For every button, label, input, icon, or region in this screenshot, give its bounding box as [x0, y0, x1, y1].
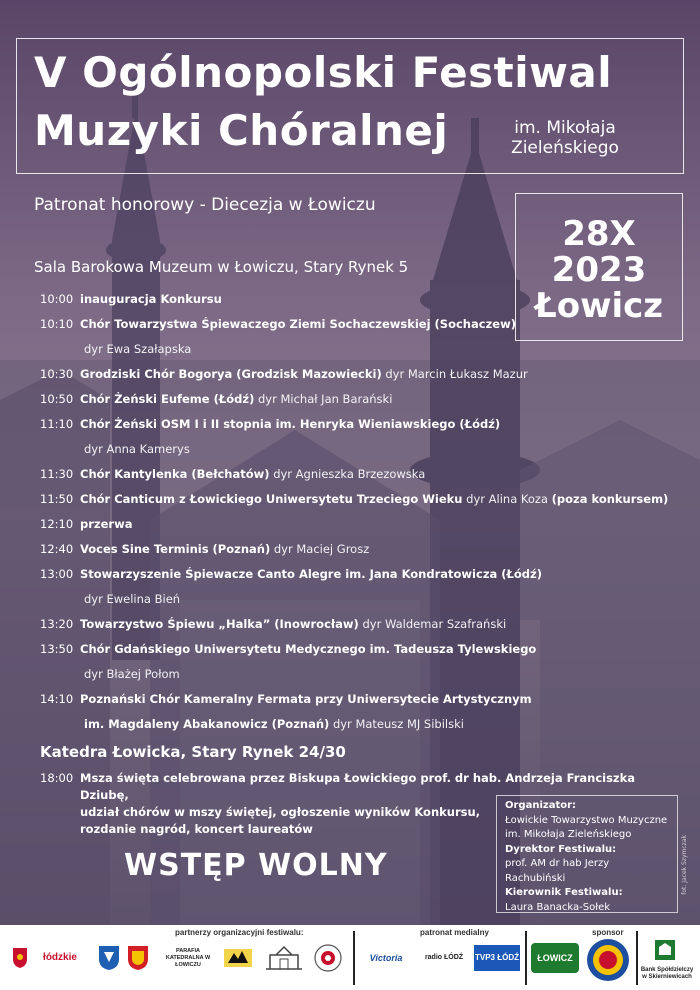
schedule-note: (poza konkursem) [551, 492, 669, 506]
honorary-patronage: Patronat honorowy - Diecezja w Łowiczu [34, 195, 376, 215]
mass-line1: Msza święta celebrowana przez Biskupa Łowickiego prof. dr hab. Andrzeja Franciszka Dziubę, [80, 771, 636, 802]
date-day: 28X [562, 214, 636, 254]
schedule-time: 10:10 [40, 317, 74, 331]
partners-label: partnerzy organizacyjni festiwalu: [175, 928, 304, 937]
schedule-row [40, 513, 680, 538]
schedule-text [80, 492, 668, 506]
schedule-row [40, 588, 680, 613]
director-label: Dyrektor Festiwalu: [505, 843, 617, 855]
schedule-row [40, 663, 680, 688]
schedule-row [40, 613, 680, 638]
festival-title-line1: V Ogólnopolski Festiwal [34, 48, 613, 97]
schedule-row [40, 438, 680, 463]
schedule-time: 12:40 [40, 542, 74, 556]
partner-logo-art-icon [222, 945, 254, 971]
conductor-name: dyr Alina Koza [466, 492, 548, 506]
victoria-logo-text: Victoria [369, 953, 403, 963]
conductor-name: dyr Michał Jan Barański [257, 392, 393, 406]
victoria-logo [360, 945, 412, 971]
schedule-time: 10:50 [40, 392, 74, 406]
schedule-time: 13:50 [40, 642, 74, 656]
schedule-row [40, 388, 680, 413]
conductor-name: dyr Marcin Łukasz Mazur [385, 367, 528, 381]
choir-name: Stowarzyszenie Śpiewacze Canto Alegre im. Jana Kondratowicza (Łódź) [80, 567, 542, 581]
conductor-name: dyr Agnieszka Brzezowska [273, 467, 426, 481]
schedule-row [40, 638, 680, 663]
mass-line3: rozdanie nagród, koncert laureatów [80, 822, 313, 836]
radio-lodz-logo-text: radio ŁÓDŹ [424, 954, 464, 961]
manager-label: Kierownik Festiwalu: [505, 887, 623, 898]
organizer-line2: im. Mikołaja Zieleńskiego [505, 829, 632, 840]
schedule-text [80, 617, 506, 631]
tvp3-logo-text: TVP3 ŁÓDŹ [474, 953, 519, 962]
conductor-name: dyr Ewa Szałapska [84, 342, 192, 356]
schedule-text [84, 592, 180, 606]
schedule-row [40, 713, 680, 738]
schedule-text [80, 542, 369, 556]
choir-name: Chór Gdańskiego Uniwersytetu Medycznego im. Tadeusza Tylewskiego [80, 642, 537, 656]
schedule-time: 11:10 [40, 417, 74, 431]
choir-name: Chór Kantylenka (Bełchatów) [80, 467, 270, 481]
schedule-row [40, 563, 680, 588]
conductor-name: dyr Waldemar Szafrański [362, 617, 507, 631]
schedule-time: 13:00 [40, 567, 74, 581]
schedule-row [40, 363, 680, 388]
radio-lodz-logo [424, 941, 464, 975]
photo-credit: fot. Jacek Szymczak [681, 835, 688, 895]
conductor-name: dyr Ewelina Bień [84, 592, 181, 606]
schedule-text [80, 317, 516, 331]
schedule-text [80, 392, 392, 406]
schedule-text [80, 692, 532, 706]
bank-logo [638, 963, 696, 985]
choir-name: Towarzystwo Śpiewu „Halka” (Inowrocław) [80, 617, 359, 631]
media-label: patronat medialny [420, 928, 489, 937]
schedule-time: 12:10 [40, 517, 74, 531]
director-name: prof. AM dr hab Jerzy Rachubiński [505, 858, 610, 884]
mass-time: 18:00 [40, 771, 74, 785]
sponsor-badge-icon [585, 937, 631, 983]
conductor-name: dyr Mateusz MJ Sibilski [332, 717, 464, 731]
schedule-time: 14:10 [40, 692, 74, 706]
festival-title-line2: Muzyki Chóralnej [34, 106, 449, 155]
conductor-name: dyr Maciej Grosz [273, 542, 370, 556]
tvp3-logo [474, 945, 520, 971]
choir-name: im. Magdaleny Abakanowicz (Poznań) [84, 717, 330, 731]
schedule-text [84, 442, 190, 456]
schedule-text [84, 717, 464, 731]
organizer-line1: Łowickie Towarzystwo Muzyczne [505, 814, 668, 826]
bank-emblem-icon [654, 939, 676, 961]
schedule-row [40, 688, 680, 713]
festival-patron-name [490, 118, 640, 158]
patron-line2: Zieleńskiego [511, 138, 619, 158]
schedule-time: 10:30 [40, 367, 74, 381]
mass-line2: udział chórów w mszy świętej, ogłoszenie wyników Konkursu, [80, 805, 481, 819]
schedule-text [80, 567, 542, 581]
choir-name: przerwa [80, 517, 133, 531]
schedule-time: 10:00 [40, 292, 74, 306]
schedule-row [40, 288, 680, 313]
schedule-row [40, 338, 680, 363]
schedule-time: 11:50 [40, 492, 74, 506]
venue-museum: Sala Barokowa Muzeum w Łowiczu, Stary Rynek 5 [34, 258, 409, 276]
schedule-time: 11:30 [40, 467, 74, 481]
partner-logo-seal-icon [313, 943, 343, 973]
sponsors-footer [0, 925, 700, 990]
organizer-label: Organizator: [505, 800, 577, 811]
manager-name: Laura Banacka-Sołek [505, 901, 611, 913]
choir-name: Chór Canticum z Łowickiego Uniwersytetu Trzeciego Wieku [80, 492, 463, 506]
date-year: 2023 [551, 250, 647, 290]
schedule-text [84, 342, 191, 356]
patron-line1: im. Mikołaja [514, 118, 616, 138]
bank-logo-text: Bank Spółdzielczy w Skierniewicach [640, 967, 694, 980]
parafia-logo-text: PARAFIA KATEDRALNA W ŁOWICZU [165, 947, 211, 968]
choir-name: inauguracja Konkursu [80, 292, 222, 306]
sponsor-label: sponsor [592, 928, 624, 937]
city-crest-icon [127, 945, 149, 971]
schedule-text [84, 667, 180, 681]
schedule-text [80, 517, 132, 531]
schedule-row [40, 413, 680, 438]
organizer-box [496, 795, 678, 913]
choir-name: Grodziski Chór Bogorya (Grodzisk Mazowiecki) [80, 367, 382, 381]
choir-name: Voces Sine Terminis (Poznań) [80, 542, 271, 556]
venue-cathedral: Katedra Łowicka, Stary Rynek 24/30 [40, 743, 346, 761]
county-crest-icon [98, 945, 120, 971]
schedule-text [80, 417, 500, 431]
lowicz-logo [531, 943, 579, 973]
schedule-text [80, 467, 425, 481]
date-city: Łowicz [534, 286, 664, 326]
choir-name: Chór Żeński OSM I i II stopnia im. Henryka Wieniawskiego (Łódź) [80, 417, 501, 431]
schedule-time: 13:20 [40, 617, 74, 631]
parafia-logo [160, 943, 216, 973]
schedule-row [40, 463, 680, 488]
schedule-text [80, 642, 536, 656]
divider [525, 931, 527, 985]
schedule-row [40, 538, 680, 563]
schedule-row [40, 313, 680, 338]
schedule-list [40, 288, 680, 738]
lodzkie-logo: łódzkie [43, 952, 77, 963]
schedule-text [80, 292, 222, 306]
schedule-text [80, 367, 528, 381]
lodzkie-emblem-icon [12, 947, 28, 969]
conductor-name: dyr Anna Kamerys [84, 442, 190, 456]
free-entry: WSTĘP WOLNY [124, 848, 388, 883]
partner-logo-building-icon [262, 943, 306, 973]
choir-name: Chór Żeński Eufeme (Łódź) [80, 392, 255, 406]
choir-name: Poznański Chór Kameralny Fermata przy Uniwersytecie Artystycznym [80, 692, 532, 706]
conductor-name: dyr Błażej Połom [84, 667, 180, 681]
lowicz-logo-text: ŁOWICZ [537, 953, 573, 963]
choir-name: Chór Towarzystwa Śpiewaczego Ziemi Sochaczewskiej (Sochaczew) [80, 317, 516, 331]
divider [353, 931, 355, 985]
schedule-row [40, 488, 680, 513]
